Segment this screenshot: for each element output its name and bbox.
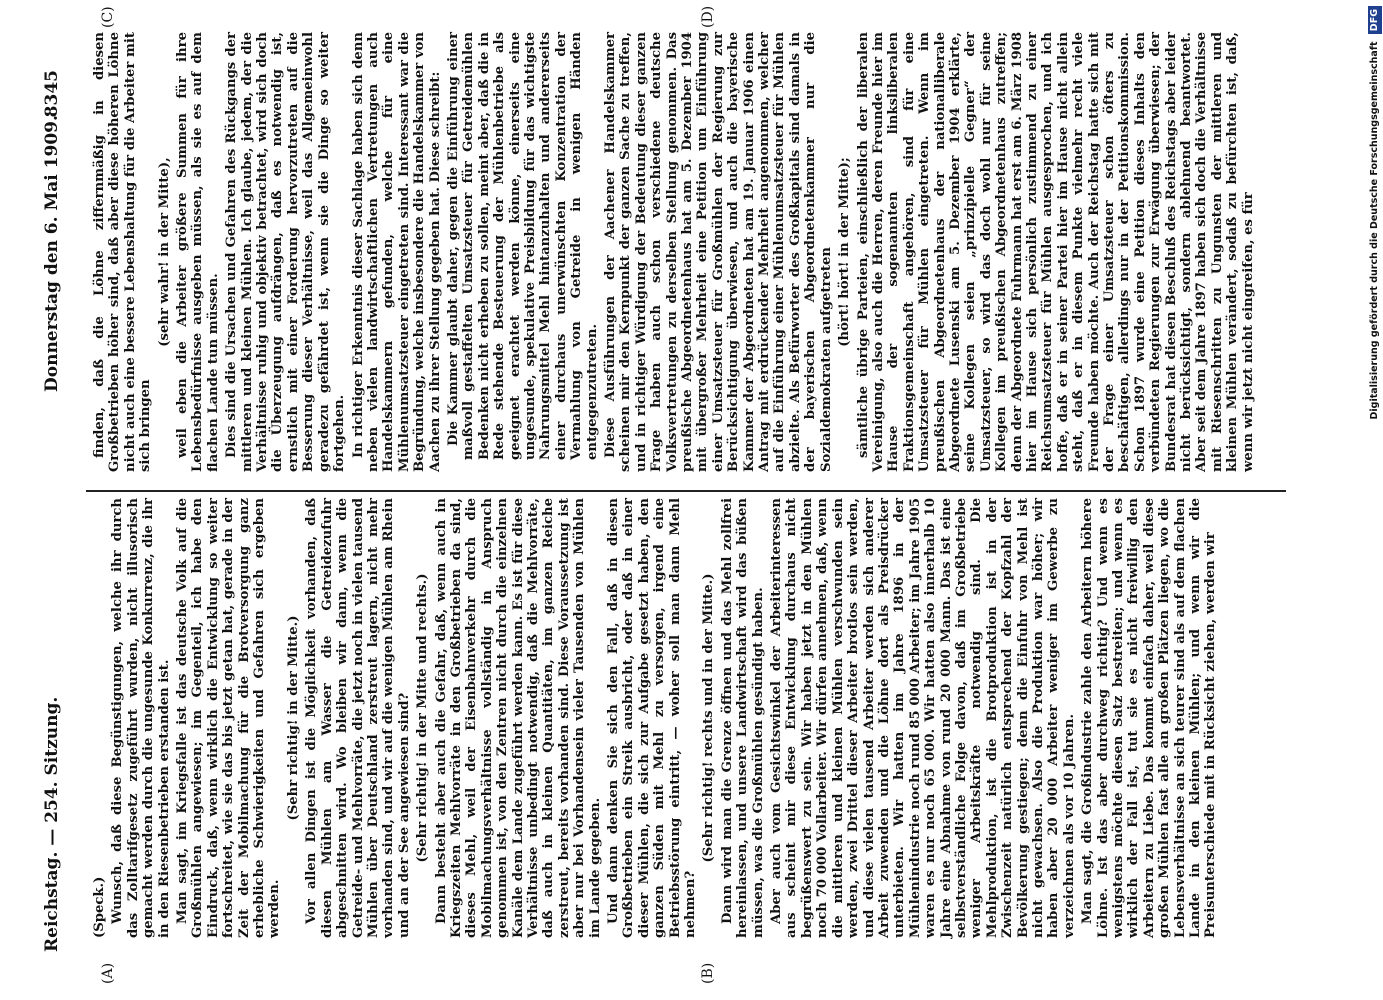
paragraph: Man sagt, im Kriegsfalle ist das deutsche Volk auf die Großmühlen angewiesen; im Gegenteil, ich habe den Eindruck, daß, wenn wirklich die Entwicklung so weiter fortschreitet, wie sie das bis jetzt getan hat, gerade in der Zeit der Mobilmachung für die Brotversorgung ganz erhebliche Schwierigkeiten und Gefahren sich ergeben werden. [175,498,283,938]
credit-text: Digitalisierung gefördert durch die Deutsche Forschungsgemeinschaft [1369,41,1380,420]
column-divider [86,490,1286,492]
page-number: 8345 [42,70,62,118]
paragraph: finden, daß die Löhne ziffernmäßig in diesen Großbetrieben höher sind, daß aber diese höheren Löhne nicht auch eine bessere Lebenshaltung für die Arbeiter mit sich bringen [92,32,154,472]
margin-mark-c: (C) [100,6,116,28]
dfg-credit-strip [1368,6,1382,996]
paragraph: weil eben die Arbeiter größere Summen für ihre Lebensbedürfnisse ausgeben müssen, als sie es auf dem flachen Lande tun müssen. [175,32,221,472]
page-header [42,70,72,952]
interjection: (sehr wahr! in der Mitte), [156,157,172,347]
paragraph: Aber auch vom Gesichtswinkel der Arbeiterinteressen aus scheint mir diese Entwicklung durchaus nicht begrüßenswert zu sein. Wir haben jetzt in den Mühlen noch 70 000 Vollarbeiter. Wir dürfen annehmen, daß, wenn die mittleren und kleinen Mühlen verschwunden sein werden, zwei Drittel dieser Arbeiter brotlos sein werden, und diese vielen tausend Arbeiter werden sich anderer Arbeit zuwenden und die Löhne dort als Preisdrücker unterbieten. Wir hatten im Jahre 1896 in der Mühlenindustrie noch rund 85 000 Arbeiter; im Jahre 1905 waren es nur noch 65 000. Wir hatten also innerhalb 10 Jahre eine Abnahme von rund 20 000 Mann. Das ist eine selbstverständliche Folge davon, daß im Großbetriebe weniger Arbeitskräfte notwendig sind. Die Mehlproduktion, ist die Brotproduktion ist in der Zwischenzeit natürlich entsprechend der Kopfzahl der Bevölkerung gestiegen; denn die Einfuhr von Mehl ist nicht gewachsen. Also die Produktion war höher; wir haben aber 20 000 Arbeiter weniger im Gewerbe zu verzeichnen als vor 10 Jahren. [769,498,1077,938]
dfg-logo: DFG [1368,6,1382,34]
left-column [92,498,1222,938]
paragraph: Und dann denken Sie sich den Fall, daß in diesen Großbetrieben ein Streik ausbricht, oder daß in einer dieser Mühlen, die sich zur Aufgabe gesetzt haben, den ganzen Süden mit Mehl zu versorgen, irgend eine Betriebsstörung eintritt, — woher soll man dann Mehl nehmen? [606,498,699,938]
dfg-credit [1368,6,1382,996]
right-column [92,32,1259,472]
paragraph: Dies sind die Ursachen und Gefahren des Rückgangs der mittleren und kleinen Mühlen. Ich glaube, jedem, der die Verhältnisse ruhig und objektiv betrachtet, wird sich doch die Überzeugung aufdrängen, daß es notwendig ist, ernstlich mit einer Forderung hervorzutreten auf die Besserung dieser Verhältnisse, weil das Allgemeinwohl geradezu gefährdet ist, wenn sie die Dinge so weiter fortgehen. [224,32,348,472]
margin-mark-d: (D) [700,5,716,28]
interjection: (Sehr richtig! in der Mitte.) [285,615,301,821]
margin-mark-a: (A) [100,962,116,984]
interjection: (Sehr richtig! in der Mitte und rechts.) [415,573,431,863]
header-left: Reichstag. — 254. Sitzung. [42,696,62,952]
margin-mark-b: (B) [700,962,716,984]
paragraph: sämtliche übrige Parteien, einschließlich der liberalen Vereinigung, also auch die Herren, deren Freunde hier im Hause der sogenannten linksliberalen Fraktionsgemeinschaft angehören, sind für eine Umsatzsteuer für Mühlen eingetreten. Wenn im preußischen Abgeordnetenhaus der nationalliberale Abgeordnete Lusenski am 5. Dezember 1904 erklärte, seine Kollegen seien „prinzipielle Gegner“ der Umsatzsteuer, so wird das doch wohl nur für seine Kollegen im preußischen Abgeordnetenhaus zutreffen; denn der Abgeordnete Fuhrmann hat erst am 6. März 1908 hier im Hause sich persönlich zustimmend zu einer Reichsumsatzsteuer für Mühlen ausgesprochen, und ich hoffe, daß er in seiner Partei hier im Hause nicht allein steht, daß er in diesem Punkte vielmehr recht viele Freunde haben möchte. Auch der Reichstag hatte sich mit der Frage einer Umsatzsteuer schon öfters zu beschäftigen, allerdings nur in der Petitionskommission. Schon 1897 wurde eine Petition dieses Inhalts den verbündeten Regierungen zur Erwägung überwiesen; der Bundesrat hat diesen Beschluß des Reichstags aber leider nicht berücksichtigt, sondern ablehnend beantwortet. Aber seit dem Jahre 1897 haben sich doch die Verhältnisse mit Riesenschritten zu Ungunsten der mittleren und kleinen Mühlen verändert, sodaß zu befürchten ist, daß, wenn wir jetzt nicht eingreifen, es für [855,32,1256,472]
paragraph: Man sagt, die Großindustrie zahle den Arbeitern höhere Löhne. Ist das aber durchweg richtig? Und wenn es wenigstens möchte diesen Satz bestreiten; und wenn es wirklich der Fall ist, tut sie es nicht freiwillig den Arbeitern zu Liebe. Das kommt einfach daher, weil diese großen Mühlen fast alle an großen Plätzen liegen, wo die Lebensverhältnisse an sich teurer sind als auf dem flachen Lande in den kleinen Mühlen; und wenn wir die Preisunterschiede mit in Rücksicht ziehen, werden wir [1080,498,1219,938]
paragraph: In richtiger Erkenntnis dieser Sachlage haben sich denn neben vielen landwirtschaftlichen Vertretungen auch Handelskammern gefunden, welche für eine Mühlenumsatzsteuer eingetreten sind. Interessant war die Begründung, welche insbesondere die Handelskammer von Aachen zu ihrer Stellung gegeben hat. Diese schreibt: [350,32,443,472]
speaker-label: (Speck.) [92,876,107,938]
paragraph: Diese Ausführungen der Aachener Handelskammer scheinen mir den Kernpunkt der ganzen Sache zu treffen, und in richtiger Würdigung der Bedeutung dieser ganzen Frage haben auch schon verschiedene deutsche Volksvertretungen zu derselben Stellung genommen. Das preußische Abgeordnetenhaus hat am 5. Dezember 1904 mit übergroßer Mehrheit eine Petition um Einführung einer Umsatzsteuer für Großmühlen der Regierung zur Berücksichtigung überwiesen, und auch die bayerische Kammer der Abgeordneten hat am 19. Januar 1906 einen Antrag mit erdrückender Mehrheit angenommen, welcher auf die Einführung einer Mühlenumsatzsteuer für Mühlen abzielte. Als Befürworter des Großkapitals sind damals in der bayerischen Abgeordnetenkammer nur die Sozialdemokraten aufgetreten [603,32,834,472]
quote-paragraph: Die Kammer glaubt daher, gegen die Einführung einer maßvoll gestaffelten Umsatzsteuer für Getreidemühlen Bedenken nicht erheben zu sollen, meint aber, daß die in Rede stehende Besteuerung der Mühlenbetriebe als geeignet erachtet werden könne, einerseits eine ungesunde, spekulative Preisbildung für das wichtigste Nahrungsmittel Mehl hintanzuhalten und andererseits einer durchaus unerwünschten Konzentration der Vermahlung von Getreide in wenigen Händen entgegenzutreten. [445,32,600,460]
header-date: Donnerstag den 6. Mai 1909. [42,115,62,392]
interjection: (Sehr richtig! rechts und in der Mitte.) [701,573,717,863]
paragraph: Dann wird man die Grenze öffnen und das Mehl zollfrei hereinlassen, und unsere Landwirtschaft wird das büßen müssen, was die Großmühlen gesündigt haben. [719,498,766,938]
interjection: (hört! hört! in der Mitte); [837,157,853,347]
paragraph: Vor allen Dingen ist die Möglichkeit vorhanden, daß diesen Mühlen am Wasser die Getreidezufuhr abgeschnitten wird. Wo bleiben wir dann, wenn die Getreide- und Mehlvorräte, die jetzt noch in vielen tausend Mühlen über Deutschland zerstreut lagern, nicht mehr vorhanden sind, und wir auf die wenigen Mühlen am Rhein und an der See angewiesen sind? [304,498,412,938]
paragraph: Dann besteht aber auch die Gefahr, daß, wenn auch in Kriegszeiten Mehlvorräte in den Großbetrieben da sind, dieses Mehl, weil der Eisenbahnverkehr durch die Mobilmachungsverhältnisse vollständig in Anspruch genommen ist, von den Zentren nicht durch die einzelnen Kanäle dem Lande zugeführt werden kann. Es ist für diese Verhältnisse unbedingt notwendig, daß die Mehlvorräte, daß auch in kleinen Quantitäten, im ganzen Reiche zerstreut, bereits vorhanden sind. Diese Voraussetzung ist aber nur bei Vorhandensein vieler Tausenden von Mühlen im Lande gegeben. [433,498,603,938]
paragraph: Wunsch, daß diese Begünstigungen, welche ihr durch das Zolltarifgesetz zugeführt wurden, nicht illusorisch gemacht werden durch die ungesunde Konkurrenz, die ihr in den Riesenbetrieben erstanden ist. [110,498,172,938]
